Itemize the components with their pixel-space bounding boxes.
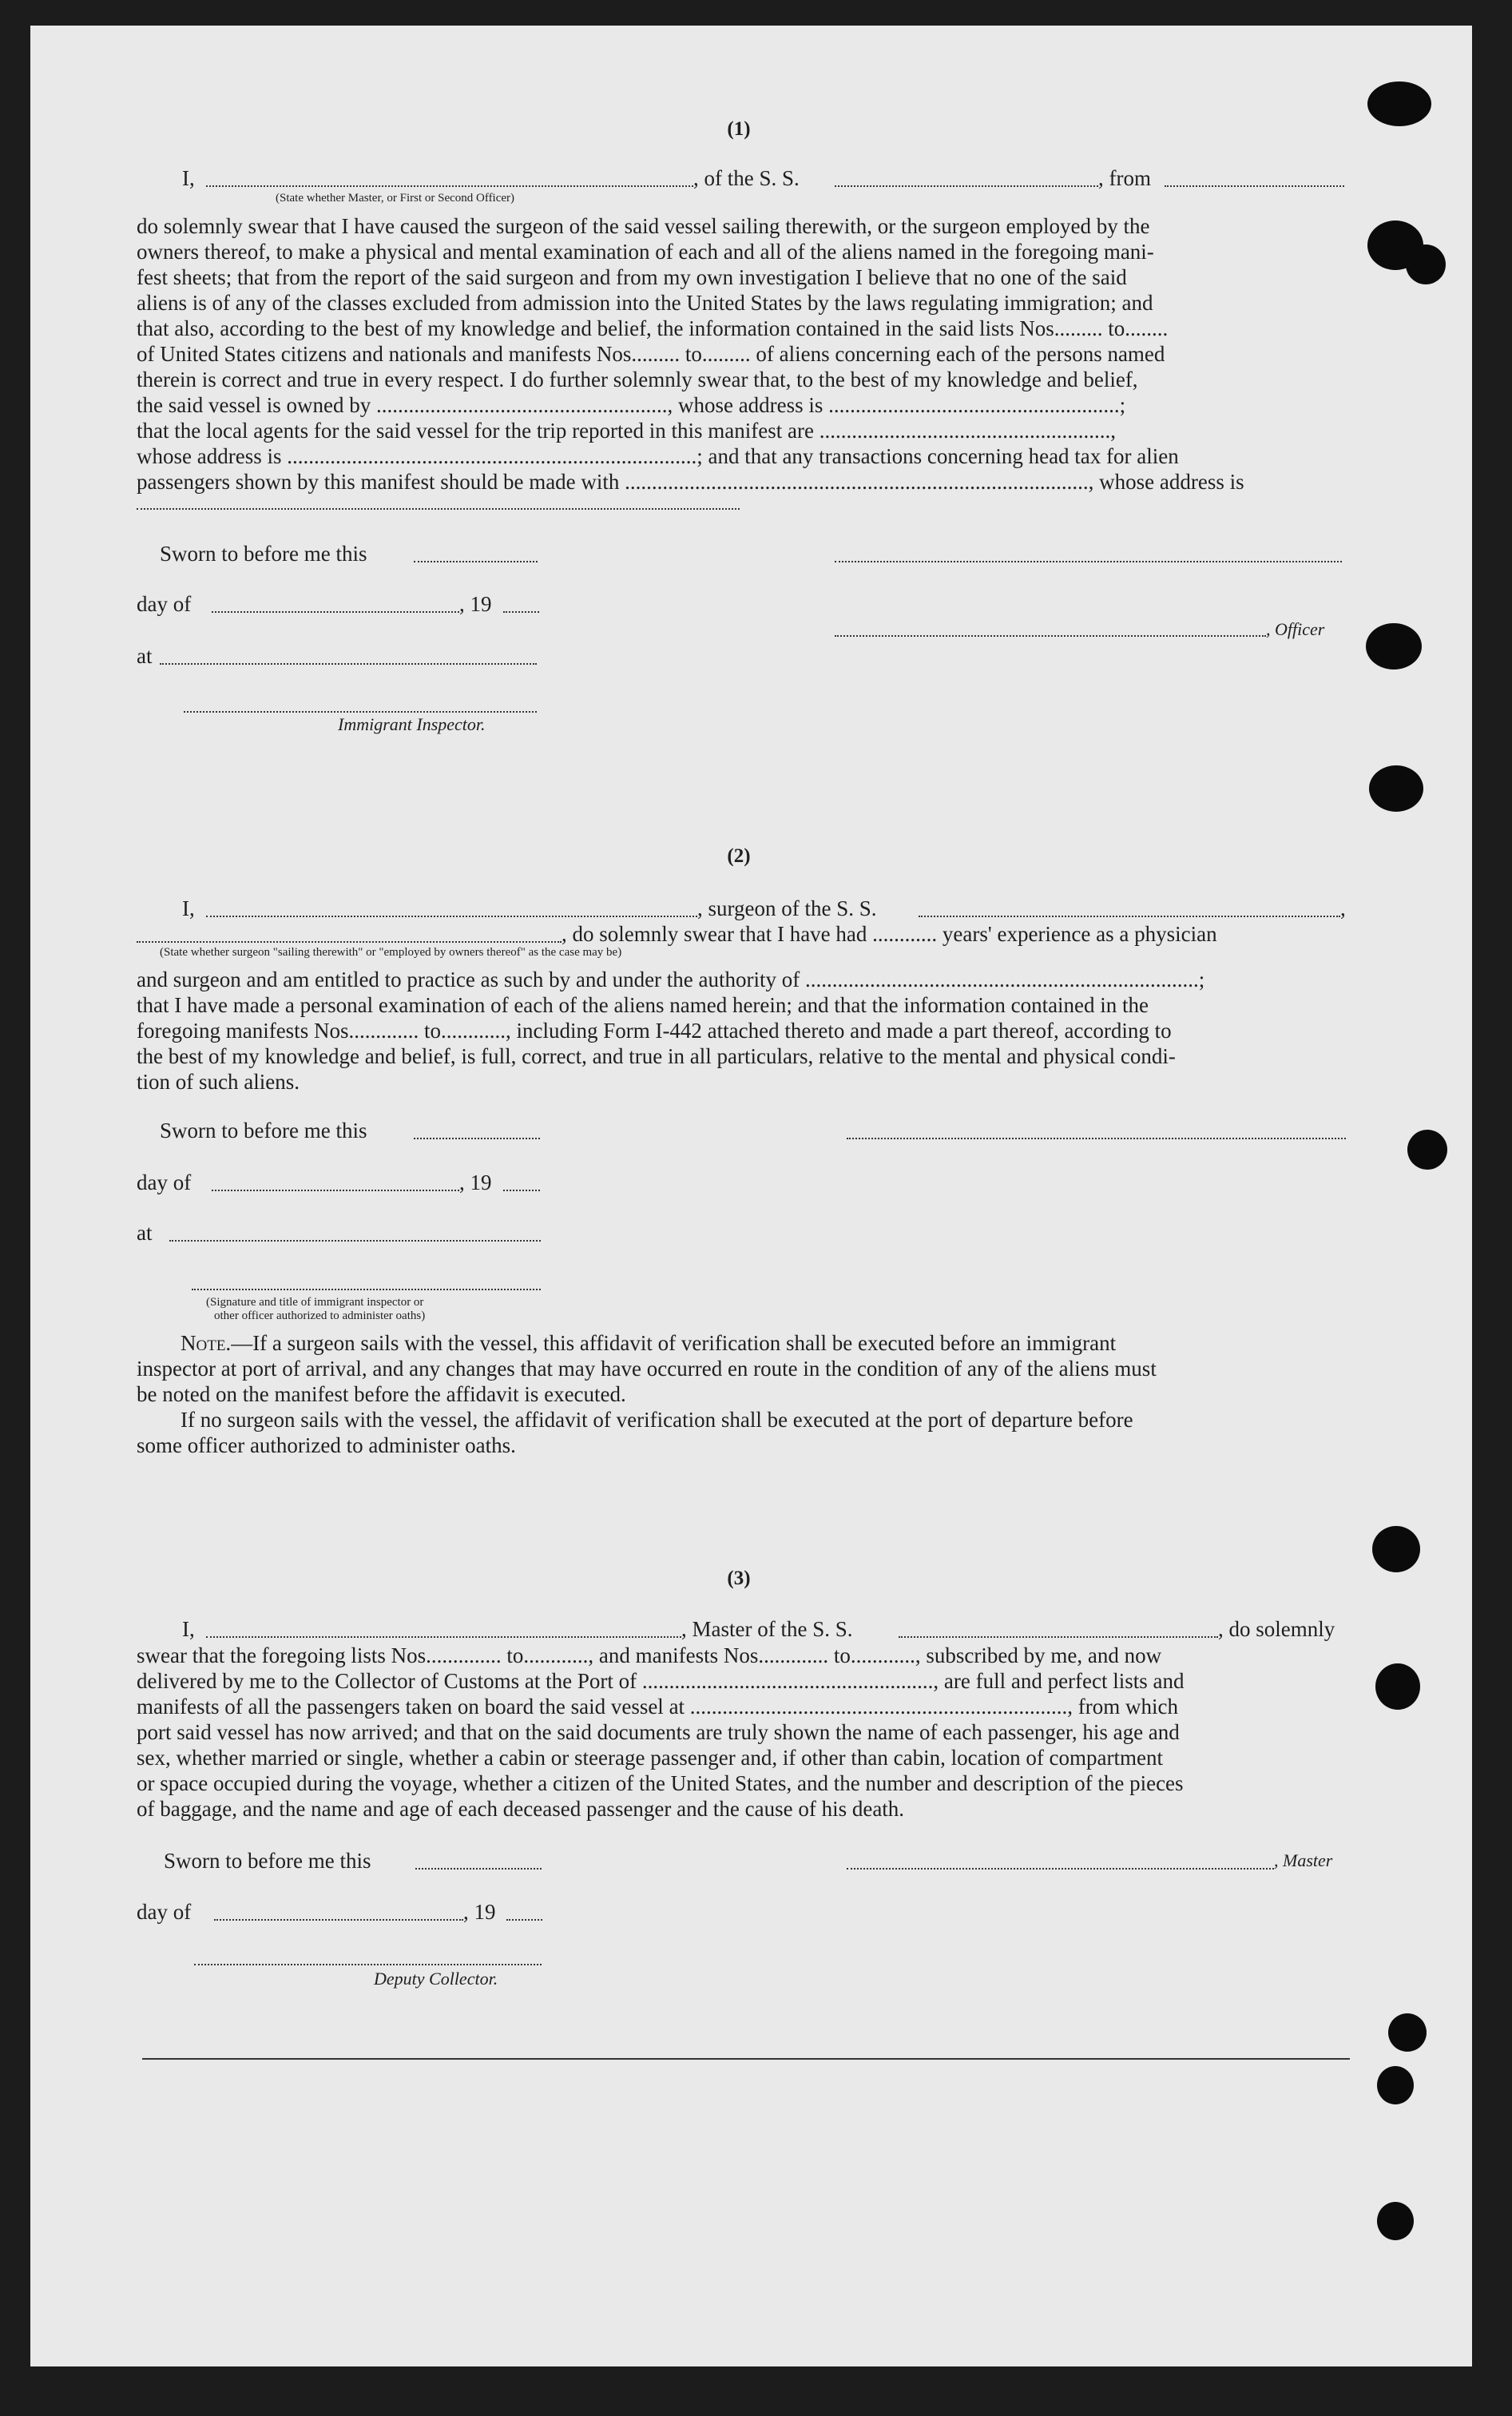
s1-text-line: the said vessel is owned by ......................................................, whose address is ......................................................; <box>137 393 1126 417</box>
s2-month-field[interactable] <box>212 1190 459 1191</box>
section-2-heading: (2) <box>727 845 751 867</box>
s3-text-line: swear that the foregoing lists Nos.............. to............, and manifests Nos............. to............, subscribed by me, and now <box>137 1643 1162 1667</box>
punch-hole <box>1406 244 1446 284</box>
s3-master-signature-field[interactable] <box>847 1868 1274 1870</box>
s1-text-line: whose address is ............................................................................; and that any transactions concerning head tax for alien <box>137 444 1179 468</box>
s3-text-line: delivered by me to the Collector of Customs at the Port of ......................................................, are full and perfect lists and <box>137 1669 1185 1693</box>
s1-officer-signature-field[interactable] <box>835 635 1266 637</box>
punch-hole <box>1377 2066 1414 2104</box>
s2-place-field[interactable] <box>169 1240 541 1242</box>
s2-note <box>137 1330 1349 1458</box>
s1-sworn-label: Sworn to before me this <box>160 542 367 566</box>
s1-at-label: at <box>137 644 153 668</box>
s2-inspector-signature-field[interactable] <box>192 1289 541 1290</box>
s2-line1-end: , <box>1340 896 1346 920</box>
s1-officer-signature-top-field[interactable] <box>835 561 1342 562</box>
s2-text-line: the best of my knowledge and belief, is full, correct, and true in all particulars, relative to the mental and physical condi- <box>137 1044 1176 1068</box>
s2-surgeon-name-field[interactable] <box>206 916 697 917</box>
s3-sworn-date-field[interactable] <box>415 1868 542 1870</box>
s1-text-line: fest sheets; that from the report of the said surgeon and from my own investigation I believe that no one of the said <box>137 265 1127 289</box>
s1-body <box>137 213 1347 495</box>
note-label: Note. <box>181 1331 232 1355</box>
s1-inspector-signature-field[interactable] <box>184 711 537 713</box>
s1-inspector-label: Immigrant Inspector. <box>338 714 486 734</box>
punch-hole <box>1366 623 1422 670</box>
s2-line1-start: I, <box>182 896 195 920</box>
s3-line1-start: I, <box>182 1617 195 1641</box>
s1-text-line: aliens is of any of the classes excluded from admission into the United States by the laws regulating immigration; and <box>137 291 1153 315</box>
s3-text-line: manifests of all the passengers taken on board the said vessel at ......................................................................, from which <box>137 1695 1179 1719</box>
note-line: some officer authorized to administer oaths. <box>137 1433 516 1457</box>
s1-officer-label: , Officer <box>1266 619 1325 639</box>
bottom-rule <box>142 2058 1350 2060</box>
s3-year-label: , 19 <box>463 1900 496 1924</box>
s2-surgeon-signature-field[interactable] <box>847 1138 1346 1139</box>
s1-sworn-date-field[interactable] <box>414 561 538 562</box>
s3-master-name-field[interactable] <box>206 1636 681 1638</box>
section-1-heading: (1) <box>727 118 751 140</box>
s2-sworn-date-field[interactable] <box>414 1138 540 1139</box>
s1-year-label: , 19 <box>459 592 492 616</box>
s1-month-field[interactable] <box>212 611 459 613</box>
s3-collector-label: Deputy Collector. <box>374 1969 498 1989</box>
s2-signer-caption-2: other officer authorized to administer oaths) <box>214 1309 426 1322</box>
s1-line1-mid: , of the S. S. <box>693 166 800 190</box>
s2-year-field[interactable] <box>503 1190 540 1191</box>
s3-text-line: or space occupied during the voyage, whether a citizen of the United States, and the number and description of the pieces <box>137 1771 1184 1795</box>
s2-line1-mid: , surgeon of the S. S. <box>697 896 877 920</box>
s3-line1-end: , do solemnly <box>1218 1617 1335 1641</box>
s1-place-field[interactable] <box>160 663 537 665</box>
s1-text-line: that the local agents for the said vessel for the trip reported in this manifest are ......................................................, <box>137 419 1116 443</box>
s3-text-line: port said vessel has now arrived; and that on the said documents are truly shown the name of each passenger, his age and <box>137 1720 1180 1744</box>
s2-text-line: foregoing manifests Nos............. to............, including Form I-442 attached thereto and made a part thereof, according to <box>137 1019 1172 1043</box>
punch-hole <box>1407 1130 1447 1170</box>
s1-vessel-field[interactable] <box>835 185 1098 187</box>
s1-text-line: of United States citizens and nationals and manifests Nos......... to......... of aliens concerning each of the persons named <box>137 342 1165 366</box>
s2-signer-caption-1: (Signature and title of immigrant inspector or <box>206 1296 424 1309</box>
s1-line1-start: I, <box>182 166 195 190</box>
punch-hole <box>1367 81 1431 126</box>
s1-from-field[interactable] <box>1165 185 1344 187</box>
s1-year-field[interactable] <box>503 611 539 613</box>
punch-hole <box>1375 1663 1420 1710</box>
note-line: Note.—If a surgeon sails with the vessel, this affidavit of verification shall be executed before an immigrant <box>181 1331 1117 1355</box>
s3-sworn-label: Sworn to before me this <box>164 1849 371 1873</box>
s2-day-of-label: day of <box>137 1170 192 1194</box>
s1-line1-end: , from <box>1098 166 1151 190</box>
s3-month-field[interactable] <box>214 1919 463 1921</box>
s1-text-line: that also, according to the best of my knowledge and belief, the information contained in the said lists Nos......... to........ <box>137 316 1169 340</box>
s1-address-field[interactable] <box>137 508 740 510</box>
s3-line1-mid: , Master of the S. S. <box>681 1617 853 1641</box>
s1-text-line: therein is correct and true in every respect. I do further solemnly swear that, to the best of my knowledge and belief, <box>137 368 1138 391</box>
s3-text-line: sex, whether married or single, whether a cabin or steerage passenger and, if other than cabin, location of compartment <box>137 1746 1164 1770</box>
s3-year-field[interactable] <box>506 1919 542 1921</box>
punch-hole <box>1377 2202 1414 2240</box>
s2-at-label: at <box>137 1221 153 1245</box>
s1-text-line: do solemnly swear that I have caused the surgeon of the said vessel sailing therewith, or the surgeon employed by the <box>137 214 1150 238</box>
note-line: inspector at port of arrival, and any changes that may have occurred en route in the condition of any of the aliens must <box>137 1357 1157 1381</box>
s2-text-line: that I have made a personal examination of each of the aliens named herein; and that the information contained in the <box>137 993 1149 1017</box>
s2-sworn-label: Sworn to before me this <box>160 1119 367 1142</box>
s3-day-of-label: day of <box>137 1900 192 1924</box>
s1-text-line: passengers shown by this manifest should be made with ......................................................................................, whose address is <box>137 470 1244 494</box>
s2-text-line: tion of such aliens. <box>137 1070 300 1094</box>
s1-day-of-label: day of <box>137 592 192 616</box>
s3-collector-signature-field[interactable] <box>194 1964 542 1965</box>
s2-vessel-field[interactable] <box>919 916 1340 917</box>
s3-vessel-field[interactable] <box>899 1636 1218 1638</box>
note-line: be noted on the manifest before the affidavit is executed. <box>137 1382 626 1406</box>
s2-status-field[interactable] <box>137 941 562 943</box>
note-line: If no surgeon sails with the vessel, the affidavit of verification shall be executed at the port of departure before <box>181 1408 1133 1432</box>
s3-text-line: of baggage, and the name and age of each deceased passenger and the cause of his death. <box>137 1797 905 1821</box>
s1-caption: (State whether Master, or First or Second Officer) <box>276 192 515 205</box>
s1-rank-field[interactable] <box>206 185 693 187</box>
section-3-heading: (3) <box>727 1568 751 1589</box>
s2-year-label: , 19 <box>459 1170 492 1194</box>
s1-text-line: owners thereof, to make a physical and mental examination of each and all of the aliens named in the foregoing mani- <box>137 240 1154 264</box>
s3-master-label: , Master <box>1274 1850 1333 1870</box>
punch-hole <box>1372 1526 1420 1572</box>
s3-body <box>137 1643 1351 1822</box>
s2-body <box>137 967 1349 1095</box>
punch-hole <box>1388 2013 1427 2052</box>
s2-caption: (State whether surgeon "sailing therewith" or "employed by owners thereof" as the case may be) <box>160 946 622 959</box>
s2-text-line: and surgeon and am entitled to practice as such by and under the authority of .........................................................................; <box>137 968 1205 991</box>
s2-line2-mid: , do solemnly swear that I have had ............ years' experience as a physician <box>562 922 1217 946</box>
punch-hole <box>1369 765 1423 812</box>
